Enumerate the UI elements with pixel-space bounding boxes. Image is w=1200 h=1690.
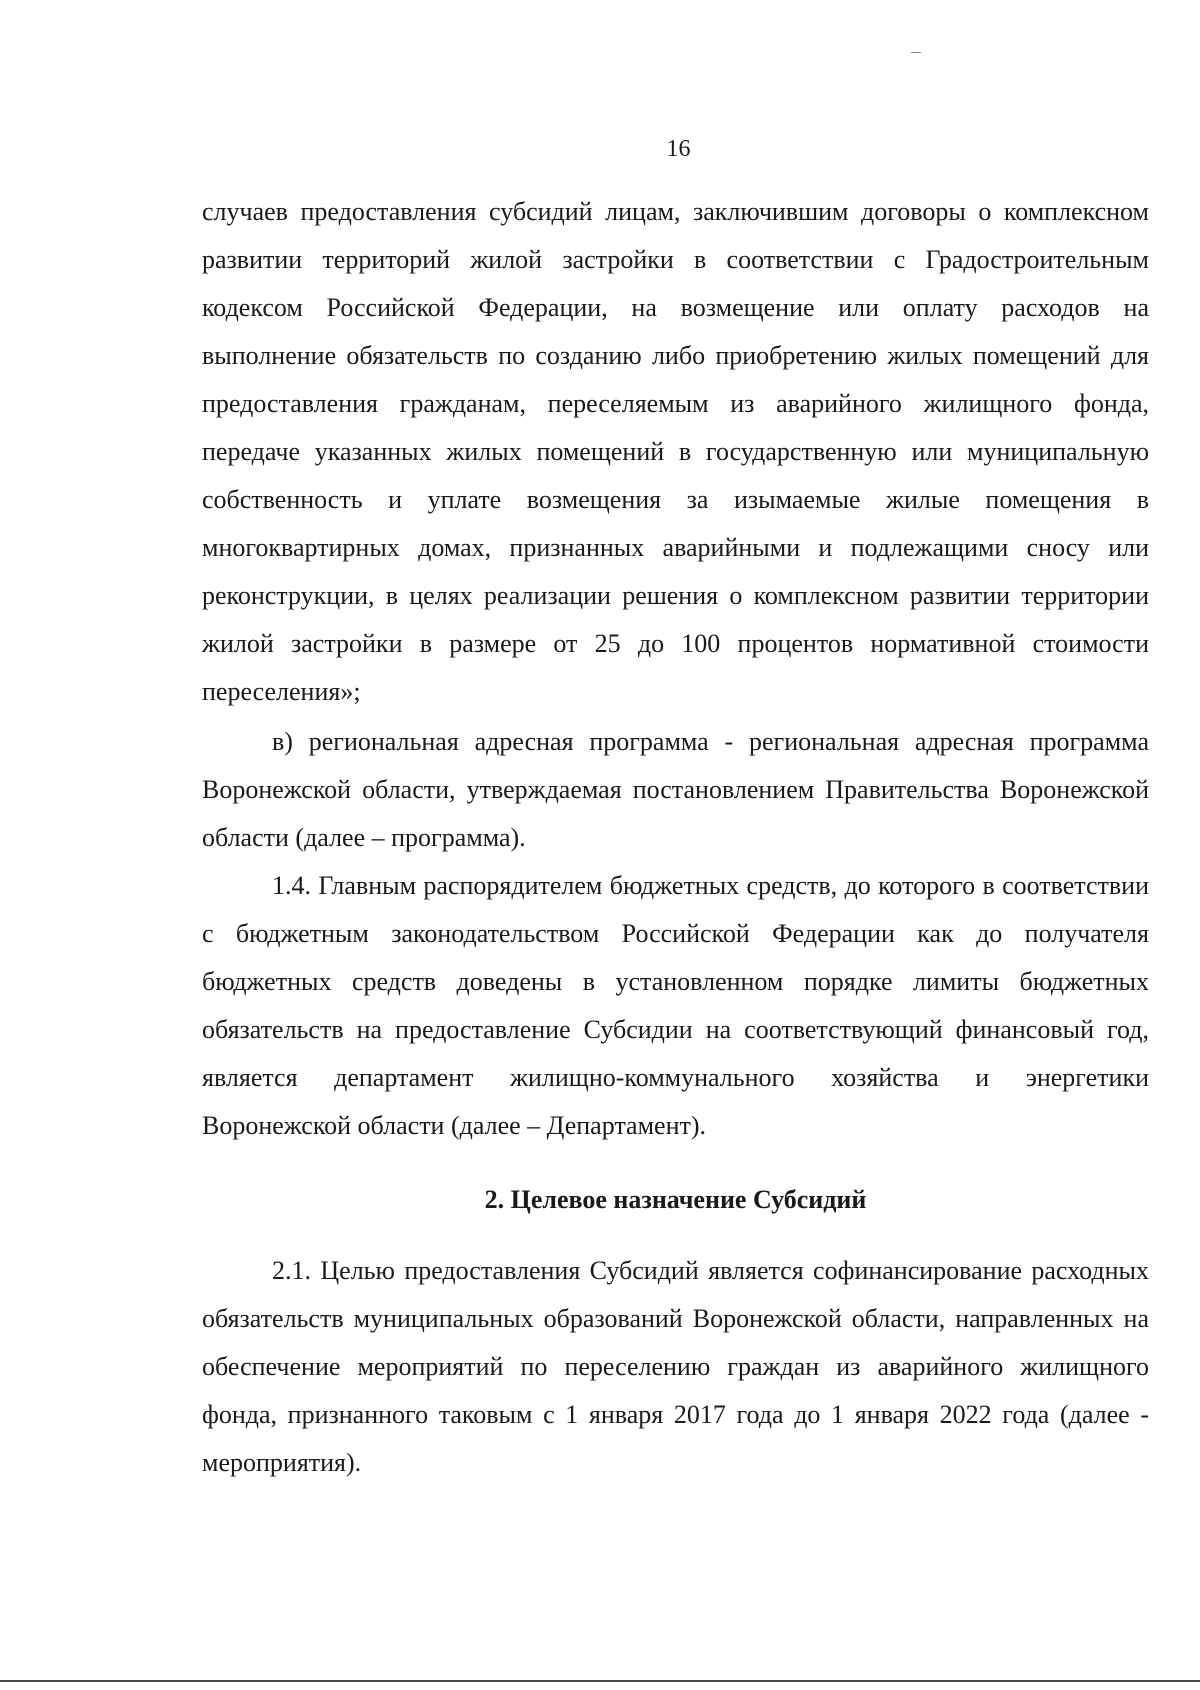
page-number: 16 bbox=[666, 136, 691, 162]
section-heading: 2. Целевое назначение Субсидий bbox=[484, 1185, 867, 1214]
paragraph-continuation: случаев предоставления субсидий лицам, заключившим договоры о комплексном развитии территорий жилой застройки в соответствии с Градостроительным кодексом Российской Федерации, на возмещение или оплату расходов на выполнение обязательств по созданию либо приобретению жилых помещений для предоставления гражданам, переселяемым из аварийного жилищного фонда, передаче указанных жилых помещений в государственную или муниципальную собственность и уплате возмещения за изымаемые жилые помещения в многоквартирных домах, признанных аварийными и подлежащими сносу или реконструкции, в целях реализации решения о комплексном развитии территории жилой застройки в размере от 25 до 100 процентов нормативной стоимости переселения»; bbox=[202, 197, 1149, 706]
paragraph-2-1: 2.1. Целью предоставления Субсидий является софинансирование расходных обязательств муниципальных образований Воронежской области, направленных на обеспечение мероприятий по переселению граждан из аварийного жилищного фонда, признанного таковым с 1 января 2017 года до 1 января 2022 года (далее - мероприятия). bbox=[202, 1256, 1149, 1477]
scan-mark bbox=[911, 52, 921, 53]
page-bottom-edge bbox=[0, 1680, 1200, 1682]
paragraph-program-definition: в) региональная адресная программа - региональная адресная программа Воронежской области, утверждаемая постановлением Правительства Воронежской области (далее – программа). bbox=[202, 727, 1149, 852]
paragraph-1-4: 1.4. Главным распорядителем бюджетных средств, до которого в соответствии с бюджетным законодательством Российской Федерации как до получателя бюджетных средств доведены в установленном порядке лимиты бюджетных обязательств на предоставление Субсидии на соответствующий финансовый год, является департамент жилищно-коммунального хозяйства и энергетики Воронежской области (далее – Департамент). bbox=[202, 871, 1149, 1140]
